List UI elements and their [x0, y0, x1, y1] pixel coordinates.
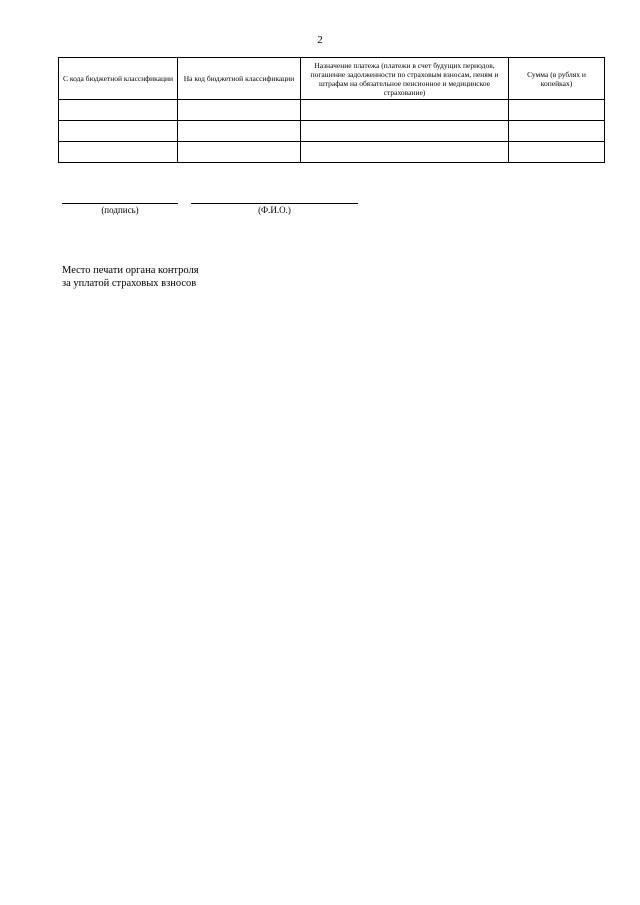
table-cell[interactable]	[59, 142, 178, 163]
table-row	[59, 142, 605, 163]
stamp-line-2: за уплатой страховых взносов	[62, 278, 197, 289]
table-cell[interactable]	[509, 142, 605, 163]
page-number: 2	[317, 34, 323, 46]
name-line	[191, 203, 358, 204]
signature-caption: (подпись)	[101, 205, 139, 215]
table-cell[interactable]	[301, 142, 509, 163]
header-from-code: С кода бюджетной классификации	[59, 58, 178, 100]
header-to-code: На код бюджетной классификации	[178, 58, 301, 100]
table-cell[interactable]	[509, 100, 605, 121]
table-cell[interactable]	[509, 121, 605, 142]
table-row	[59, 100, 605, 121]
table-cell[interactable]	[178, 121, 301, 142]
table-cell[interactable]	[59, 100, 178, 121]
table-header-row	[59, 58, 605, 100]
header-payment-purpose: Назначение платежа (платежи в счет будущих периодов, погашение задолженности по страховым взносам, пеням и штрафам на обязательное пенсионное и медицинское страхование)	[301, 58, 509, 100]
table-cell[interactable]	[301, 100, 509, 121]
table-cell[interactable]	[59, 121, 178, 142]
table-cell[interactable]	[178, 100, 301, 121]
signature-line	[62, 203, 178, 204]
table-row	[59, 121, 605, 142]
payment-table	[58, 57, 605, 163]
stamp-line-1: Место печати органа контроля	[62, 265, 199, 276]
name-caption: (Ф.И.О.)	[258, 205, 291, 215]
header-amount: Сумма (в рублях и копейках)	[509, 58, 605, 100]
table-cell[interactable]	[178, 142, 301, 163]
table-cell[interactable]	[301, 121, 509, 142]
stamp-place	[62, 264, 199, 290]
